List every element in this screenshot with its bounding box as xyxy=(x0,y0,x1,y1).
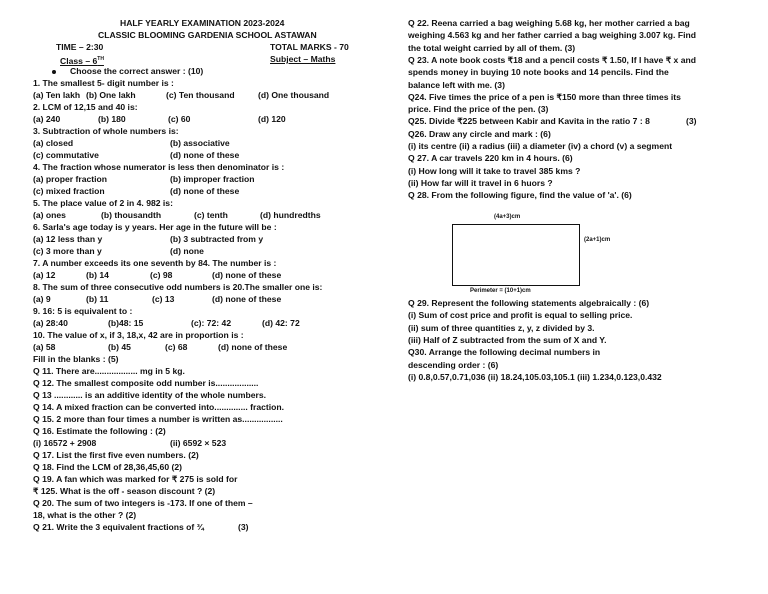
left-line: Q 14. A mixed fraction can be converted into.............. fraction. xyxy=(33,402,285,412)
time-label: TIME – 2:30 xyxy=(56,42,104,52)
left-option: (a) 9 xyxy=(33,294,51,304)
left-line: ₹ 125. What is the off - season discount ? (2) xyxy=(33,486,216,496)
right-lower-line: Q30. Arrange the following decimal numbers in xyxy=(408,347,601,358)
right-line: Q 27. A car travels 220 km in 4 hours. (6) xyxy=(408,153,573,164)
left-option: (d) hundredths xyxy=(260,210,321,220)
left-line: Q 18. Find the LCM of 28,36,45,60 (2) xyxy=(33,462,182,472)
left-option: (a) 240 xyxy=(33,114,61,124)
left-option: (c) tenth xyxy=(194,210,228,220)
left-option: (d) none of these xyxy=(218,342,288,352)
left-option: (a) 28:40 xyxy=(33,318,68,328)
right-line: (i) its centre (ii) a radius (iii) a diameter (iv) a chord (v) a segment xyxy=(408,141,673,151)
left-option: (a) proper fraction xyxy=(33,174,108,184)
left-option: (c) 68 xyxy=(165,342,188,352)
left-option: (c) Ten thousand xyxy=(166,90,235,100)
left-line: 4. The fraction whose numerator is less then denominator is : xyxy=(33,162,285,172)
school-name: CLASSIC BLOOMING GARDENIA SCHOOL ASTAWAN xyxy=(98,30,317,40)
left-option: (d) 42: 72 xyxy=(262,318,300,328)
left-option: (a) closed xyxy=(33,138,74,148)
right-lower-line: descending order : (6) xyxy=(408,359,499,370)
left-option: (c) commutative xyxy=(33,150,99,160)
right-line: Q 22. Reena carried a bag weighing 5.68 kg, her mother carried a bag xyxy=(408,18,690,28)
left-option: (b) associative xyxy=(170,138,230,148)
right-lower-line: (iii) Half of Z subtracted from the sum of X and Y. xyxy=(408,334,607,345)
left-option: (b) 11 xyxy=(86,294,109,304)
right-line: Q26. Draw any circle and mark : (6) xyxy=(408,128,551,139)
left-line: Q 19. A fan which was marked for ₹ 275 is sold for xyxy=(33,474,238,484)
left-line: Q 12. The smallest composite odd number is.................. xyxy=(33,378,259,388)
left-option: (a) 12 less than y xyxy=(33,234,103,244)
left-option: (b) 3 subtracted from y xyxy=(170,234,264,244)
left-option: (a) 12 xyxy=(33,270,56,280)
left-option: (c) 13 xyxy=(152,294,175,304)
figure-side-label: (2a+1)cm xyxy=(584,237,611,243)
right-line: Q24. Five times the price of a pen is ₹150 more than three times its xyxy=(408,91,681,102)
left-option: (b) 14 xyxy=(86,270,109,280)
left-line: Q 20. The sum of two integers is -173. If one of them – xyxy=(33,498,253,508)
left-line: 2. LCM of 12,15 and 40 is: xyxy=(33,102,138,112)
right-lower-line: Q 29. Represent the following statements algebraically : (6) xyxy=(408,298,650,308)
right-lower-line: (i) Sum of cost price and profit is equal to selling price. xyxy=(408,310,633,321)
right-lower-line: (ii) sum of three quantities z, y, z divided by 3. xyxy=(408,322,595,333)
bullet-icon xyxy=(52,70,56,74)
right-line: Q 23. A note book costs ₹18 and a pencil costs ₹ 1.50, If I have ₹ x and xyxy=(408,54,696,65)
left-line: Q 15. 2 more than four times a number is written as................. xyxy=(33,414,283,424)
left-option: (b)48: 15 xyxy=(108,318,144,328)
right-line: (ii) How far will it travel in 6 huors ? xyxy=(408,177,553,188)
left-line: 3. Subtraction of whole numbers is: xyxy=(33,126,179,136)
left-option: (d) none xyxy=(170,246,204,256)
left-option: (d) none of these xyxy=(170,186,240,196)
left-option: (c): 72: 42 xyxy=(191,318,232,328)
left-option: (b) 45 xyxy=(108,342,131,352)
left-line: 8. The sum of three consecutive odd numbers is 20.The smaller one is: xyxy=(33,282,323,292)
left-line: 18, what is the other ? (2) xyxy=(33,510,137,520)
right-line-part: Q25. Divide ₹225 between Kabir and Kavita in the ratio 7 : 8 xyxy=(408,116,650,127)
left-line: 7. A number exceeds its one seventh by 84. The number is : xyxy=(33,258,277,268)
left-option: (d) none of these xyxy=(212,294,282,304)
left-option: (d) 120 xyxy=(258,114,286,124)
left-option: (d) none of these xyxy=(212,270,282,280)
left-option: (c) 98 xyxy=(150,270,173,280)
left-line: Q 11. There are.................. mg in 5 kg. xyxy=(33,366,185,376)
left-line: Choose the correct answer : (10) xyxy=(70,66,204,76)
left-option: (a) Ten lakh xyxy=(33,90,81,100)
left-line: Q 13 ............ is an additive identity of the whole numbers. xyxy=(33,390,267,400)
left-option: (d) none of these xyxy=(170,150,240,160)
left-option: (a) 58 xyxy=(33,342,56,352)
left-line: 9. 16: 5 is equivalent to : xyxy=(33,306,133,316)
left-option: (ii) 6592 × 523 xyxy=(170,438,227,448)
right-line-part: (3) xyxy=(686,116,697,127)
left-line: Q 16. Estimate the following : (2) xyxy=(33,426,166,436)
left-option: (b) 180 xyxy=(98,114,126,124)
right-line: the total weight carried by all of them. (3) xyxy=(408,42,576,53)
figure-perimeter-label: Perimeter = (10+1)cm xyxy=(470,288,531,294)
right-line: spends money in buying 10 note books and 14 pencils. Find the xyxy=(408,67,669,78)
left-line: 1. The smallest 5- digit number is : xyxy=(33,78,174,88)
left-option: (b) thousandth xyxy=(101,210,162,220)
left-option: (a) ones xyxy=(33,210,66,220)
left-line: Fill in the blanks : (5) xyxy=(33,354,119,364)
left-option: (3) xyxy=(238,522,249,532)
left-line: 6. Sarla's age today is y years. Her age in the future will be : xyxy=(33,222,277,232)
right-lower-line: (i) 0.8,0.57,0.71,036 (ii) 18.24,105.03,105.1 (iii) 1.234,0.123,0.432 xyxy=(408,371,662,382)
left-line: 5. The place value of 2 in 4. 982 is: xyxy=(33,198,173,208)
rectangle-figure xyxy=(452,224,580,286)
left-option: (b) One lakh xyxy=(86,90,136,100)
figure-top-label: (4a+3)cm xyxy=(494,214,521,220)
left-option: (c) 3 more than y xyxy=(33,246,102,256)
left-option: (i) 16572 + 2908 xyxy=(33,438,97,448)
left-option: Q 21. Write the 3 equivalent fractions of ¾ xyxy=(33,522,204,532)
subject-label: Subject – Maths xyxy=(270,54,336,64)
right-line: Q 28. From the following figure, find the value of 'a'. (6) xyxy=(408,190,632,201)
left-option: (d) One thousand xyxy=(258,90,330,100)
left-option: (c) 60 xyxy=(168,114,191,124)
left-line: Q 17. List the first five even numbers. (2) xyxy=(33,450,199,460)
right-line: balance left with me. (3) xyxy=(408,79,505,90)
total-marks-label: TOTAL MARKS - 70 xyxy=(270,42,349,52)
left-line: 10. The value of x, if 3, 18,x, 42 are in proportion is : xyxy=(33,330,244,340)
right-line: (i) How long will it take to travel 385 kms ? xyxy=(408,165,581,176)
exam-title: HALF YEARLY EXAMINATION 2023-2024 xyxy=(120,18,285,28)
class-label: Class – 6TH xyxy=(60,55,104,66)
right-line: price. Find the price of the pen. (3) xyxy=(408,104,549,115)
left-option: (c) mixed fraction xyxy=(33,186,105,196)
right-line: weighing 4.563 kg and her father carried a bag weighing 3.007 kg. Find xyxy=(408,30,696,41)
left-option: (b) improper fraction xyxy=(170,174,255,184)
